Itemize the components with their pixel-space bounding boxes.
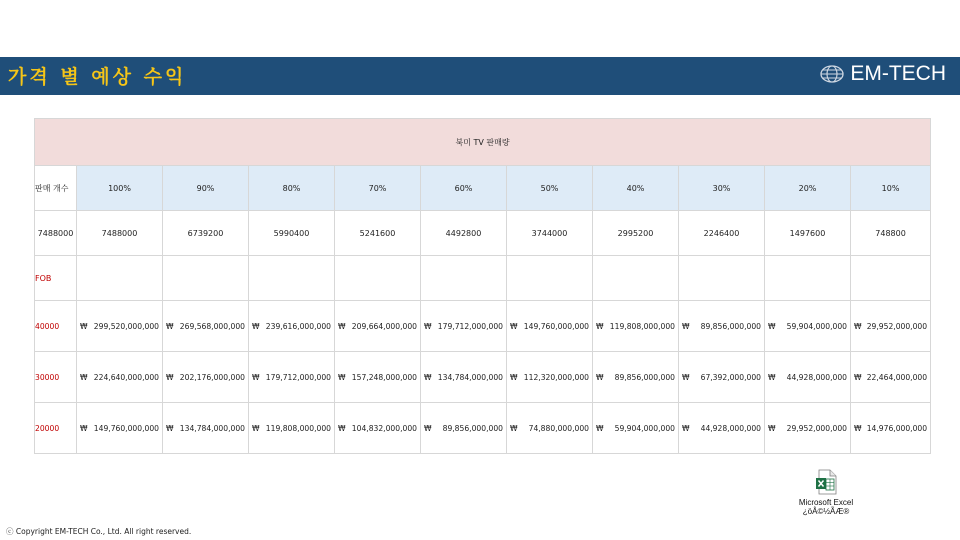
title-bar [0, 57, 960, 95]
count-cell[interactable]: 6739200 [163, 211, 249, 256]
currency-symbol: ₩ [768, 423, 776, 433]
empty-cell[interactable] [593, 256, 679, 301]
currency-symbol: ₩ [252, 423, 260, 433]
revenue-cell[interactable] [421, 352, 507, 403]
revenue-cell[interactable] [249, 301, 335, 352]
brand-name: EM-TECH [850, 62, 946, 85]
caption-row [35, 119, 931, 166]
revenue-cell[interactable] [163, 301, 249, 352]
revenue-cell[interactable] [851, 352, 931, 403]
revenue-cell[interactable] [77, 301, 163, 352]
empty-cell[interactable] [421, 256, 507, 301]
revenue-cell[interactable] [765, 403, 851, 454]
currency-symbol: ₩ [596, 423, 604, 433]
currency-symbol: ₩ [854, 321, 862, 331]
revenue-value: 269,568,000,000 [179, 321, 245, 331]
empty-cell[interactable] [851, 256, 931, 301]
percent-row [35, 166, 931, 211]
price-cell[interactable]: 30000 [35, 352, 77, 403]
currency-symbol: ₩ [424, 372, 432, 382]
revenue-cell[interactable] [851, 301, 931, 352]
revenue-cell[interactable] [679, 352, 765, 403]
count-cell[interactable]: 1497600 [765, 211, 851, 256]
revenue-cell[interactable] [765, 352, 851, 403]
revenue-value: 179,712,000,000 [437, 321, 503, 331]
revenue-value: 157,248,000,000 [351, 372, 417, 382]
revenue-cell[interactable] [765, 301, 851, 352]
revenue-value: 119,808,000,000 [609, 321, 675, 331]
count-cell[interactable]: 5990400 [249, 211, 335, 256]
currency-symbol: ₩ [252, 321, 260, 331]
revenue-value: 112,320,000,000 [523, 372, 589, 382]
revenue-value: 29,952,000,000 [786, 423, 847, 433]
revenue-cell[interactable] [335, 352, 421, 403]
percent-cell[interactable]: 20% [765, 166, 851, 211]
revenue-cell[interactable] [421, 403, 507, 454]
copyright-footer: ⓒ Copyright EM-TECH Co., Ltd. All right reserved. [6, 527, 192, 536]
percent-cell[interactable]: 60% [421, 166, 507, 211]
count-cell[interactable]: 2995200 [593, 211, 679, 256]
revenue-cell[interactable] [593, 352, 679, 403]
excel-embed[interactable] [790, 469, 862, 516]
currency-symbol: ₩ [80, 423, 88, 433]
revenue-value: 119,808,000,000 [265, 423, 331, 433]
fob-row [35, 256, 931, 301]
currency-symbol: ₩ [510, 423, 518, 433]
currency-symbol: ₩ [80, 372, 88, 382]
revenue-cell[interactable] [249, 403, 335, 454]
revenue-value: 149,760,000,000 [93, 423, 159, 433]
currency-symbol: ₩ [854, 423, 862, 433]
revenue-cell[interactable] [77, 403, 163, 454]
currency-symbol: ₩ [854, 372, 862, 382]
currency-symbol: ₩ [768, 321, 776, 331]
brand-logo [820, 62, 946, 86]
revenue-value: 59,904,000,000 [614, 423, 675, 433]
revenue-value: 74,880,000,000 [528, 423, 589, 433]
revenue-cell[interactable] [249, 352, 335, 403]
revenue-value: 67,392,000,000 [700, 372, 761, 382]
price-row [35, 352, 931, 403]
revenue-value: 104,832,000,000 [351, 423, 417, 433]
revenue-cell[interactable] [163, 403, 249, 454]
revenue-value: 59,904,000,000 [786, 321, 847, 331]
revenue-value: 29,952,000,000 [866, 321, 928, 331]
excel-sublabel: ¿öÅ©½ÃÆ® [802, 507, 850, 516]
currency-symbol: ₩ [424, 321, 432, 331]
revenue-cell[interactable] [421, 301, 507, 352]
revenue-value: 44,928,000,000 [786, 372, 847, 382]
percent-cell[interactable]: 70% [335, 166, 421, 211]
revenue-cell[interactable] [679, 403, 765, 454]
empty-cell[interactable] [335, 256, 421, 301]
percent-cell[interactable]: 50% [507, 166, 593, 211]
currency-symbol: ₩ [338, 372, 346, 382]
revenue-value: 134,784,000,000 [179, 423, 245, 433]
revenue-value: 14,976,000,000 [866, 423, 928, 433]
count-cell[interactable]: 5241600 [335, 211, 421, 256]
currency-symbol: ₩ [338, 423, 346, 433]
revenue-cell[interactable] [507, 301, 593, 352]
units-sold-label[interactable]: 판매 개수 [35, 166, 77, 211]
excel-icon [815, 469, 837, 495]
percent-cell[interactable]: 30% [679, 166, 765, 211]
currency-symbol: ₩ [338, 321, 346, 331]
price-cell[interactable]: 20000 [35, 403, 77, 454]
revenue-cell[interactable] [593, 301, 679, 352]
count-cell[interactable]: 7488000 [77, 211, 163, 256]
revenue-value: 224,640,000,000 [93, 372, 159, 382]
revenue-value: 134,784,000,000 [437, 372, 503, 382]
revenue-cell[interactable] [593, 403, 679, 454]
currency-symbol: ₩ [510, 372, 518, 382]
empty-cell[interactable] [163, 256, 249, 301]
empty-cell[interactable] [679, 256, 765, 301]
revenue-value: 179,712,000,000 [265, 372, 331, 382]
price-cell[interactable]: 40000 [35, 301, 77, 352]
revenue-value: 89,856,000,000 [442, 423, 503, 433]
empty-cell[interactable] [765, 256, 851, 301]
revenue-cell[interactable] [335, 403, 421, 454]
revenue-value: 209,664,000,000 [351, 321, 417, 331]
revenue-value: 22,464,000,000 [866, 372, 928, 382]
count-cell[interactable]: 748800 [851, 211, 931, 256]
currency-symbol: ₩ [768, 372, 776, 382]
page-title: 가격 별 예상 수익 [8, 66, 187, 88]
count-row [35, 211, 931, 256]
currency-symbol: ₩ [596, 372, 604, 382]
percent-cell[interactable]: 100% [77, 166, 163, 211]
percent-cell[interactable]: 90% [163, 166, 249, 211]
empty-cell[interactable] [249, 256, 335, 301]
revenue-cell[interactable] [77, 352, 163, 403]
price-row [35, 301, 931, 352]
currency-symbol: ₩ [682, 423, 690, 433]
revenue-cell[interactable] [507, 403, 593, 454]
currency-symbol: ₩ [166, 372, 174, 382]
revenue-value: 149,760,000,000 [523, 321, 589, 331]
revenue-value: 202,176,000,000 [179, 372, 245, 382]
revenue-value: 89,856,000,000 [614, 372, 675, 382]
currency-symbol: ₩ [166, 423, 174, 433]
revenue-cell[interactable] [335, 301, 421, 352]
revenue-cell[interactable] [507, 352, 593, 403]
revenue-value: 44,928,000,000 [700, 423, 761, 433]
table-caption[interactable]: 북미 TV 판매량 [35, 119, 931, 166]
currency-symbol: ₩ [682, 321, 690, 331]
empty-cell[interactable] [507, 256, 593, 301]
excel-label: Microsoft Excel [798, 498, 854, 507]
empty-cell[interactable] [77, 256, 163, 301]
revenue-table [34, 118, 931, 454]
count-cell[interactable]: 2246400 [679, 211, 765, 256]
percent-cell[interactable]: 80% [249, 166, 335, 211]
currency-symbol: ₩ [596, 321, 604, 331]
currency-symbol: ₩ [166, 321, 174, 331]
count-cell[interactable]: 3744000 [507, 211, 593, 256]
currency-symbol: ₩ [80, 321, 88, 331]
percent-cell[interactable]: 40% [593, 166, 679, 211]
revenue-cell[interactable] [163, 352, 249, 403]
revenue-cell[interactable] [679, 301, 765, 352]
price-row [35, 403, 931, 454]
currency-symbol: ₩ [682, 372, 690, 382]
globe-icon [820, 65, 844, 83]
revenue-value: 239,616,000,000 [265, 321, 331, 331]
revenue-cell[interactable] [851, 403, 931, 454]
fob-label[interactable]: FOB [35, 256, 77, 301]
total-count-cell[interactable]: 7488000 [35, 211, 77, 256]
currency-symbol: ₩ [252, 372, 260, 382]
percent-cell[interactable]: 10% [851, 166, 931, 211]
currency-symbol: ₩ [510, 321, 518, 331]
currency-symbol: ₩ [424, 423, 432, 433]
count-cell[interactable]: 4492800 [421, 211, 507, 256]
revenue-value: 89,856,000,000 [700, 321, 761, 331]
revenue-value: 299,520,000,000 [93, 321, 159, 331]
